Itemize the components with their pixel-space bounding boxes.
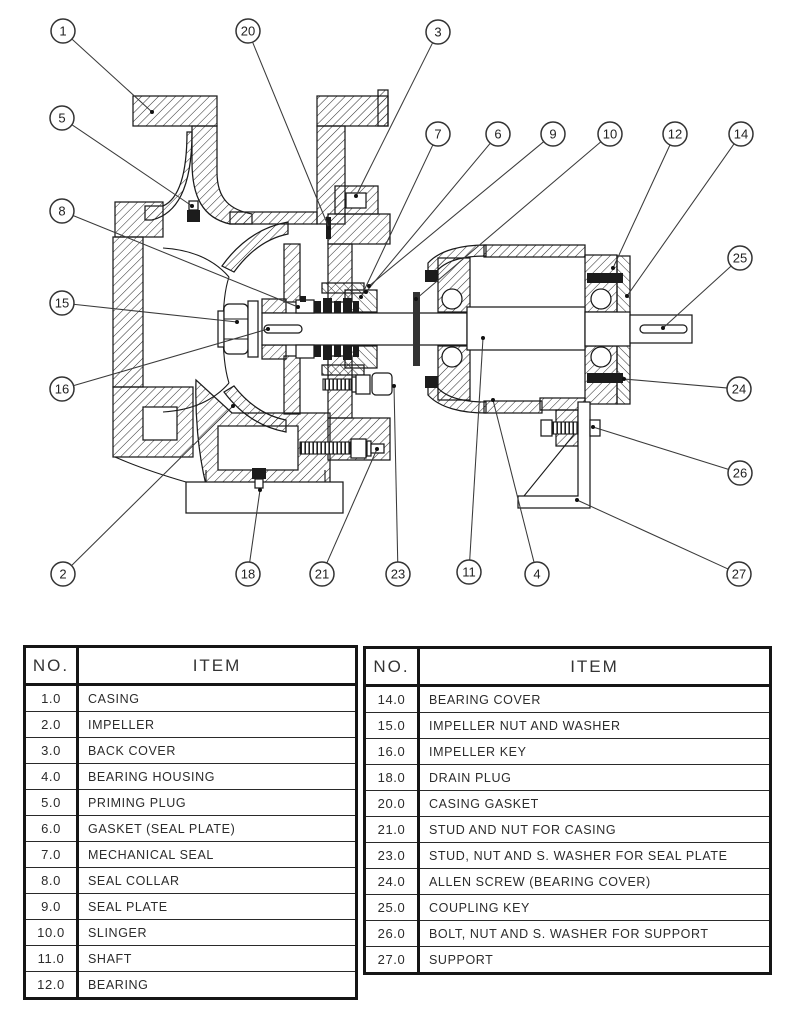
balloon-number-3: 3 [434, 24, 442, 40]
balloon-20 [236, 19, 260, 43]
table-header-row [365, 648, 771, 686]
part-number-cell: 10.0 [25, 920, 78, 946]
balloon-3 [426, 20, 450, 44]
part-row [365, 869, 771, 895]
part-item-cell: ALLEN SCREW (BEARING COVER) [419, 869, 771, 895]
balloon-number-7: 7 [434, 126, 442, 142]
part-number-cell: 23.0 [365, 843, 419, 869]
part-number-cell: 11.0 [25, 946, 78, 972]
balloon-23 [386, 562, 410, 586]
balloon-number-26: 26 [732, 465, 748, 481]
part-number-cell: 16.0 [365, 739, 419, 765]
part-item-cell: MECHANICAL SEAL [78, 842, 357, 868]
part-item-cell: GASKET (SEAL PLATE) [78, 816, 357, 842]
part-item-cell: CASING GASKET [419, 791, 771, 817]
leader-dot-8 [296, 305, 300, 309]
col-header-item: ITEM [78, 647, 357, 685]
part-item-cell: COUPLING KEY [419, 895, 771, 921]
leader-line-24 [624, 379, 727, 388]
part-row [25, 894, 357, 920]
balloon-number-4: 4 [533, 566, 541, 582]
balloon-4 [525, 562, 549, 586]
leader-dot-24 [622, 377, 626, 381]
leader-dot-3 [354, 194, 358, 198]
part-row [25, 816, 357, 842]
leader-dot-15 [235, 320, 239, 324]
balloon-14 [729, 122, 753, 146]
part-number-cell: 14.0 [365, 686, 419, 713]
balloon-number-16: 16 [54, 381, 70, 397]
part-row [25, 712, 357, 738]
balloon-2 [51, 562, 75, 586]
part-row [365, 895, 771, 921]
leader-dot-23 [392, 384, 396, 388]
leader-line-14 [627, 144, 734, 296]
leader-dot-20 [327, 226, 331, 230]
leader-line-23 [394, 386, 398, 562]
part-item-cell: STUD AND NUT FOR CASING [419, 817, 771, 843]
leader-dot-4 [491, 398, 495, 402]
leader-dot-16 [266, 327, 270, 331]
part-row [25, 868, 357, 894]
part-item-cell: SLINGER [78, 920, 357, 946]
balloon-number-12: 12 [667, 126, 683, 142]
leader-dot-2 [231, 404, 235, 408]
part-item-cell: STUD, NUT AND S. WASHER FOR SEAL PLATE [419, 843, 771, 869]
part-row [365, 921, 771, 947]
leader-line-11 [470, 338, 483, 560]
leader-line-4 [493, 400, 534, 562]
balloon-6 [486, 122, 510, 146]
leader-dot-11 [481, 336, 485, 340]
part-row [365, 817, 771, 843]
part-row [365, 686, 771, 713]
leader-line-16 [74, 329, 268, 386]
balloon-21 [310, 562, 334, 586]
part-number-cell: 2.0 [25, 712, 78, 738]
part-row [365, 947, 771, 974]
col-header-no: NO. [365, 648, 419, 686]
part-item-cell: CASING [78, 685, 357, 712]
part-number-cell: 1.0 [25, 685, 78, 712]
leader-line-27 [577, 500, 728, 569]
table-header-row [25, 647, 357, 685]
leader-dot-14 [625, 294, 629, 298]
leader-dot-26 [591, 425, 595, 429]
balloon-5 [50, 106, 74, 130]
part-number-cell: 9.0 [25, 894, 78, 920]
part-item-cell: SHAFT [78, 946, 357, 972]
part-item-cell: PRIMING PLUG [78, 790, 357, 816]
leader-dot-7 [359, 295, 363, 299]
balloon-18 [236, 562, 260, 586]
balloon-7 [426, 122, 450, 146]
balloon-number-14: 14 [733, 126, 749, 142]
part-item-cell: BEARING HOUSING [78, 764, 357, 790]
balloon-27 [727, 562, 751, 586]
balloon-number-1: 1 [59, 23, 67, 39]
balloon-number-8: 8 [58, 203, 66, 219]
balloon-number-18: 18 [240, 566, 256, 582]
part-item-cell: SEAL PLATE [78, 894, 357, 920]
part-item-cell: BOLT, NUT AND S. WASHER FOR SUPPORT [419, 921, 771, 947]
balloon-number-9: 9 [549, 126, 557, 142]
leader-line-25 [663, 266, 731, 328]
parts-table-left [23, 645, 358, 1000]
allen-screw-bottom [587, 373, 623, 383]
part-row [365, 791, 771, 817]
balloon-number-6: 6 [494, 126, 502, 142]
balloon-25 [728, 246, 752, 270]
balloon-12 [663, 122, 687, 146]
leader-dot-18 [258, 488, 262, 492]
part-row [365, 765, 771, 791]
part-item-cell: IMPELLER NUT AND WASHER [419, 713, 771, 739]
impeller-nut [218, 301, 258, 357]
part-number-cell: 15.0 [365, 713, 419, 739]
shaft-section [262, 307, 692, 350]
balloon-24 [727, 377, 751, 401]
part-number-cell: 12.0 [25, 972, 78, 999]
part-number-cell: 7.0 [25, 842, 78, 868]
leader-line-10 [416, 142, 600, 299]
part-row [25, 920, 357, 946]
leader-dot-5 [190, 204, 194, 208]
balloon-number-15: 15 [54, 295, 70, 311]
part-row [365, 843, 771, 869]
col-header-item: ITEM [419, 648, 771, 686]
leader-line-1 [72, 39, 152, 112]
balloon-number-2: 2 [59, 566, 67, 582]
part-row [365, 739, 771, 765]
leader-dot-12 [611, 266, 615, 270]
leader-dot-9 [367, 284, 371, 288]
balloon-number-23: 23 [390, 566, 406, 582]
leader-dot-27 [575, 498, 579, 502]
part-row [25, 842, 357, 868]
balloon-number-20: 20 [240, 23, 256, 39]
leader-line-5 [72, 125, 192, 206]
balloon-10 [598, 122, 622, 146]
part-number-cell: 8.0 [25, 868, 78, 894]
leader-line-26 [593, 427, 728, 469]
balloon-16 [50, 377, 74, 401]
balloon-number-24: 24 [731, 381, 747, 397]
balloon-number-10: 10 [602, 126, 618, 142]
part-row [25, 685, 357, 712]
balloon-number-27: 27 [731, 566, 747, 582]
balloon-number-11: 11 [462, 564, 476, 580]
leader-dot-6 [364, 290, 368, 294]
leader-dot-10 [414, 297, 418, 301]
part-number-cell: 3.0 [25, 738, 78, 764]
parts-table-right [363, 646, 772, 975]
leader-dot-25 [661, 326, 665, 330]
part-item-cell: SEAL COLLAR [78, 868, 357, 894]
part-row [25, 972, 357, 999]
leader-line-12 [613, 145, 670, 268]
part-number-cell: 18.0 [365, 765, 419, 791]
part-number-cell: 6.0 [25, 816, 78, 842]
part-number-cell: 4.0 [25, 764, 78, 790]
leader-line-15 [74, 304, 237, 322]
balloon-26 [728, 461, 752, 485]
part-item-cell: BEARING [78, 972, 357, 999]
col-header-no: NO. [25, 647, 78, 685]
slinger [413, 292, 420, 366]
balloon-8 [50, 199, 74, 223]
balloon-1 [51, 19, 75, 43]
allen-screw-top [587, 273, 623, 283]
part-row [25, 790, 357, 816]
balloon-9 [541, 122, 565, 146]
part-number-cell: 20.0 [365, 791, 419, 817]
part-item-cell: DRAIN PLUG [419, 765, 771, 791]
balloon-15 [50, 291, 74, 315]
balloon-number-25: 25 [732, 250, 748, 266]
balloon-number-21: 21 [314, 566, 330, 582]
part-row [365, 713, 771, 739]
leader-dot-21 [375, 447, 379, 451]
balloon-11 [457, 560, 481, 584]
part-row [25, 946, 357, 972]
part-row [25, 764, 357, 790]
part-item-cell: IMPELLER KEY [419, 739, 771, 765]
part-number-cell: 27.0 [365, 947, 419, 974]
balloon-number-5: 5 [58, 110, 66, 126]
part-row [25, 738, 357, 764]
part-item-cell: BACK COVER [78, 738, 357, 764]
part-number-cell: 26.0 [365, 921, 419, 947]
part-item-cell: BEARING COVER [419, 686, 771, 713]
part-item-cell: SUPPORT [419, 947, 771, 974]
part-number-cell: 21.0 [365, 817, 419, 843]
part-number-cell: 5.0 [25, 790, 78, 816]
part-number-cell: 24.0 [365, 869, 419, 895]
part-item-cell: IMPELLER [78, 712, 357, 738]
part-number-cell: 25.0 [365, 895, 419, 921]
leader-dot-1 [150, 110, 154, 114]
